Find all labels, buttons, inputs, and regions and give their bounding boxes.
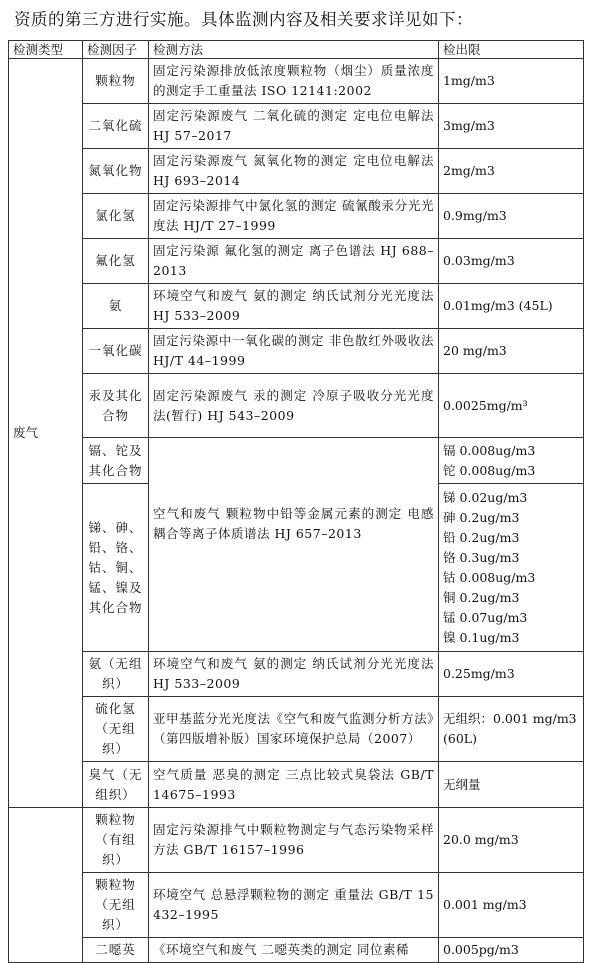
- method-cell: 环境空气和废气 氨的测定 纳氏试剂分光光度法 HJ 533–2009: [149, 284, 439, 329]
- limit-cell: 2mg/m3: [439, 149, 584, 194]
- table-row: [9, 938, 584, 963]
- limit-cell: 3mg/m3: [439, 104, 584, 149]
- factor-cell: 氯化氢: [83, 194, 149, 239]
- limit-cell: 0.005pg/m3: [439, 938, 584, 963]
- limit-line: 钴 0.008ug/m3: [443, 569, 536, 585]
- limit-line: 镍 0.1ug/m3: [443, 629, 520, 645]
- factor-cell: 臭气（无组织）: [83, 762, 149, 808]
- header-row: [9, 41, 584, 59]
- factor-cell: 镉、铊及其化合物: [83, 438, 149, 484]
- table-row: [9, 284, 584, 329]
- limit-cell: 无组织：0.001 mg/m3 (60L): [439, 697, 584, 762]
- table-row: [9, 873, 584, 938]
- factor-cell: 氟化氢: [83, 239, 149, 284]
- factor-cell: 颗粒物（无组织）: [83, 873, 149, 938]
- limit-cell: 0.01mg/m3 (45L): [439, 284, 584, 329]
- factor-cell: 二噁英: [83, 938, 149, 963]
- limit-cell: 20 mg/m3: [439, 329, 584, 374]
- header-factor: 检测因子: [83, 41, 149, 59]
- method-cell: 固定污染源排气中颗粒物测定与气态污染物采样方法 GB/T 16157–1996: [149, 808, 439, 873]
- limit-line: 铜 0.2ug/m3: [443, 589, 520, 605]
- limit-line: 锑 0.02ug/m3: [443, 489, 528, 505]
- factor-cell: 一氧化碳: [83, 329, 149, 374]
- method-cell: 亚甲基蓝分光光度法《空气和废气监测分析方法》（第四版增补版）国家环境保护总局（2007）: [149, 697, 439, 762]
- limit-cell: 0.9mg/m3: [439, 194, 584, 239]
- factor-cell: 硫化氢（无组织）: [83, 697, 149, 762]
- limit-cell: 0.001 mg/m3: [439, 873, 584, 938]
- limit-cell: [439, 438, 584, 484]
- limit-line: 镉 0.008ug/m3: [443, 442, 536, 458]
- table-row: [9, 59, 584, 104]
- factor-cell: 氨: [83, 284, 149, 329]
- method-cell: 固定污染源废气 汞的测定 冷原子吸收分光光度法(暂行) HJ 543–2009: [149, 374, 439, 438]
- table-row: [9, 194, 584, 239]
- method-cell: 固定污染源 氟化氢的测定 离子色谱法 HJ 688–2013: [149, 239, 439, 284]
- limit-line: 铅 0.2ug/m3: [443, 529, 520, 545]
- intro-text: 资质的第三方进行实施。具体监测内容及相关要求详见如下：: [14, 10, 473, 29]
- limit-cell: 20.0 mg/m3: [439, 808, 584, 873]
- monitoring-table: [8, 40, 584, 963]
- factor-cell: 汞及其化合物: [83, 374, 149, 438]
- method-cell: 环境空气 总悬浮颗粒物的测定 重量法 GB/T 15432–1995: [149, 873, 439, 938]
- table-row: [9, 374, 584, 438]
- limit-cell: 无纲量: [439, 762, 584, 808]
- method-cell: 固定污染源废气 二氧化硫的测定 定电位电解法 HJ 57–2017: [149, 104, 439, 149]
- limit-cell: 0.0025mg/m³: [439, 374, 584, 438]
- method-cell: 固定污染源排放低浓度颗粒物（烟尘）质量浓度的测定手工重量法 ISO 12141:2002: [149, 59, 439, 104]
- limit-cell: 0.25mg/m3: [439, 652, 584, 697]
- limit-line: 砷 0.2ug/m3: [443, 509, 520, 525]
- factor-cell: 颗粒物: [83, 59, 149, 104]
- method-cell: 空气质量 恶臭的测定 三点比较式臭袋法 GB/T 14675–1993: [149, 762, 439, 808]
- table-row: [9, 762, 584, 808]
- limit-cell: [439, 484, 584, 652]
- method-cell: 固定污染源排气中氯化氢的测定 硫氰酸汞分光光度法 HJ/T 27–1999: [149, 194, 439, 239]
- method-cell: 《环境空气和废气 二噁英类的测定 同位素稀: [149, 938, 439, 963]
- factor-cell: 锑、砷、铅、铬、钴、铜、锰、镍及其化合物: [83, 484, 149, 652]
- table-row: [9, 104, 584, 149]
- method-cell: 空气和废气 颗粒物中铅等金属元素的测定 电感耦合等离子体质谱法 HJ 657–2013: [149, 438, 439, 652]
- method-cell: 环境空气和废气 氨的测定 纳氏试剂分光光度法 HJ 533–2009: [149, 652, 439, 697]
- header-limit: 检出限: [439, 41, 584, 59]
- limit-line: 锰 0.07ug/m3: [443, 609, 528, 625]
- method-cell: 固定污染源中一氧化碳的测定 非色散红外吸收法 HJ/T 44–1999: [149, 329, 439, 374]
- table-row: [9, 438, 584, 484]
- method-cell: 固定污染源废气 氮氧化物的测定 定电位电解法 HJ 693–2014: [149, 149, 439, 194]
- header-type: 检测类型: [9, 41, 83, 59]
- category-cell: 废气: [9, 59, 83, 808]
- limit-line: 铬 0.3ug/m3: [443, 549, 520, 565]
- factor-cell: 氨（无组织）: [83, 652, 149, 697]
- category-continuation-cell: [9, 808, 83, 963]
- factor-cell: 氮氧化物: [83, 149, 149, 194]
- table-row: [9, 329, 584, 374]
- limit-cell: 0.03mg/m3: [439, 239, 584, 284]
- header-method: 检测方法: [149, 41, 439, 59]
- table-row: [9, 808, 584, 873]
- factor-cell: 二氧化硫: [83, 104, 149, 149]
- limit-cell: 1mg/m3: [439, 59, 584, 104]
- limit-line: 铊 0.008ug/m3: [443, 462, 536, 478]
- factor-cell: 颗粒物（有组织）: [83, 808, 149, 873]
- table-row: [9, 697, 584, 762]
- table-row: [9, 652, 584, 697]
- table-row: [9, 239, 584, 284]
- table-row: [9, 149, 584, 194]
